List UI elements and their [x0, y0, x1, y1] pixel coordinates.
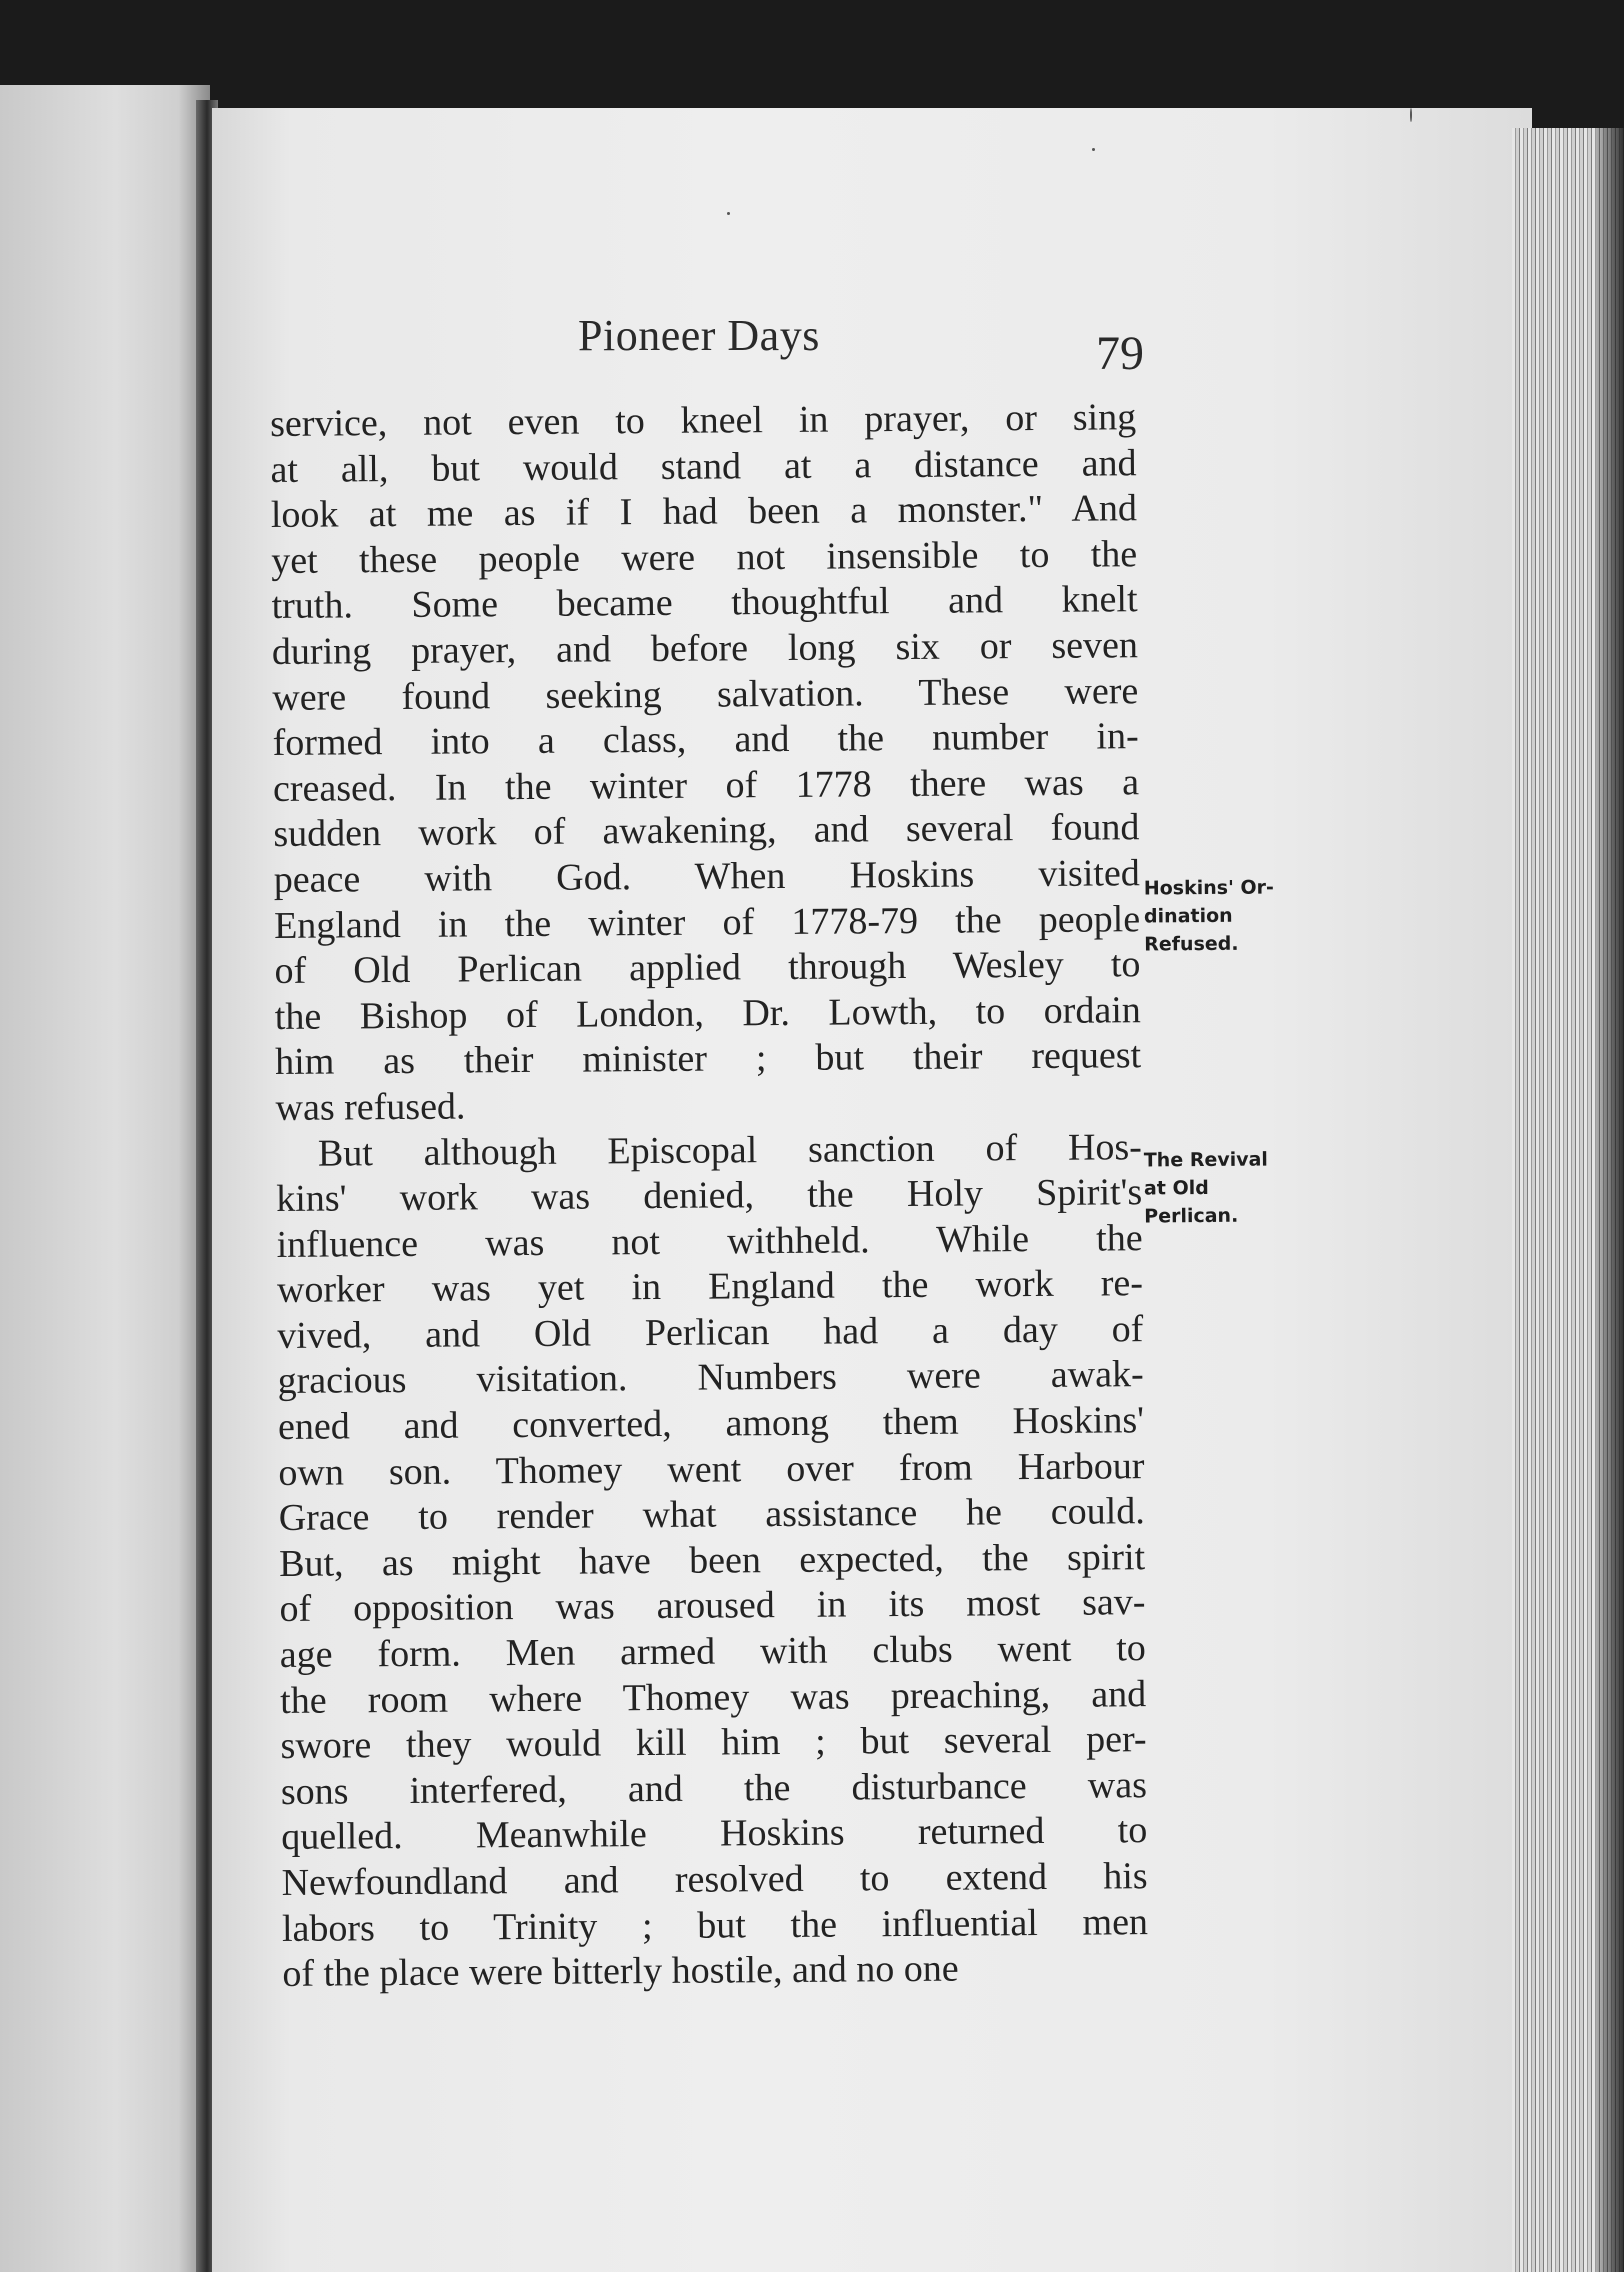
text-line: But although Episcopal sanction of Hos-	[317, 1125, 1143, 1175]
text-line: worker was yet in England the work re-	[276, 1262, 1144, 1312]
sidenote-line: Refused.	[1144, 932, 1239, 956]
running-head: Pioneer Days	[578, 311, 820, 360]
text-line: kins' work was denied, the Holy Spirit's	[276, 1171, 1143, 1221]
text-line: during prayer, and before long six or seven	[271, 624, 1139, 673]
text-line: England in the winter of 1778-79 the people	[273, 897, 1141, 947]
text-line: was refused.	[275, 1085, 466, 1129]
text-line: the Bishop of London, Dr. Lowth, to ordain	[274, 988, 1141, 1038]
text-line: Grace to render what assistance he could.	[278, 1490, 1145, 1540]
text-line: quelled. Meanwhile Hoskins returned to	[281, 1809, 1148, 1859]
text-line: at all, but would stand at a distance and	[270, 441, 1137, 491]
text-line: formed into a class, and the number in-	[272, 715, 1139, 765]
text-line: gracious visitation. Numbers were awak-	[277, 1353, 1144, 1403]
body-text	[270, 395, 1149, 1998]
text-line: the room where Thomey was preaching, and	[280, 1672, 1147, 1722]
text-line: vived, and Old Perlican had a day of	[277, 1308, 1144, 1357]
text-line: Newfoundland and resolved to extend his	[281, 1855, 1148, 1904]
text-line: look at me as if I had been a monster." And	[270, 487, 1138, 537]
text-line: creased. In the winter of 1778 there was a	[272, 760, 1140, 810]
sidenote-line: The Revival	[1143, 1148, 1268, 1172]
page-speck	[1092, 148, 1095, 151]
sidenote-line: at Old	[1143, 1176, 1209, 1200]
text-line: sons interfered, and the disturbance was	[280, 1763, 1148, 1813]
text-line: of the place were bitterly hostile, and no one	[282, 1947, 959, 1996]
sidenote-line: dination	[1143, 904, 1233, 928]
text-line: yet these people were not insensible to the	[271, 532, 1138, 582]
text-line: peace with God. When Hoskins visited	[273, 852, 1140, 901]
sidenote-line: Perlican.	[1144, 1204, 1239, 1228]
text-line: of opposition was aroused in its most sav-	[279, 1581, 1146, 1631]
text-line: truth. Some became thoughtful and knelt	[271, 578, 1138, 628]
text-line: labors to Trinity ; but the influential men	[281, 1900, 1149, 1950]
left-page-edge	[0, 85, 210, 2272]
text-line: sudden work of awakening, and several found	[273, 806, 1140, 856]
text-line: of Old Perlican applied through Wesley to	[274, 943, 1141, 993]
sidenote-line: Hoskins' Or-	[1143, 876, 1274, 900]
sidenote-ordination-refused	[1144, 873, 1275, 958]
page-stack-shadow	[1596, 128, 1624, 2272]
text-line: age form. Men armed with clubs went to	[279, 1627, 1146, 1676]
text-line: ened and converted, among them Hoskins'	[277, 1399, 1145, 1449]
page-speck	[727, 212, 730, 215]
text-line: But, as might have been expected, the spirit	[278, 1536, 1146, 1585]
text-line: were found seeking salvation. These were	[272, 669, 1139, 719]
text-line: own son. Thomey went over from Harbour	[278, 1444, 1145, 1494]
text-line: swore they would kill him ; but several per-	[280, 1718, 1147, 1768]
text-line: service, not even to kneel in prayer, or sing	[270, 396, 1137, 445]
page-speck	[1410, 108, 1412, 122]
text-line: influence was not withheld. While the	[276, 1216, 1143, 1266]
page-number: 79	[1096, 327, 1144, 380]
sidenote-revival-old-perlican	[1144, 1146, 1269, 1231]
text-line: him as their minister ; but their request	[275, 1034, 1142, 1084]
